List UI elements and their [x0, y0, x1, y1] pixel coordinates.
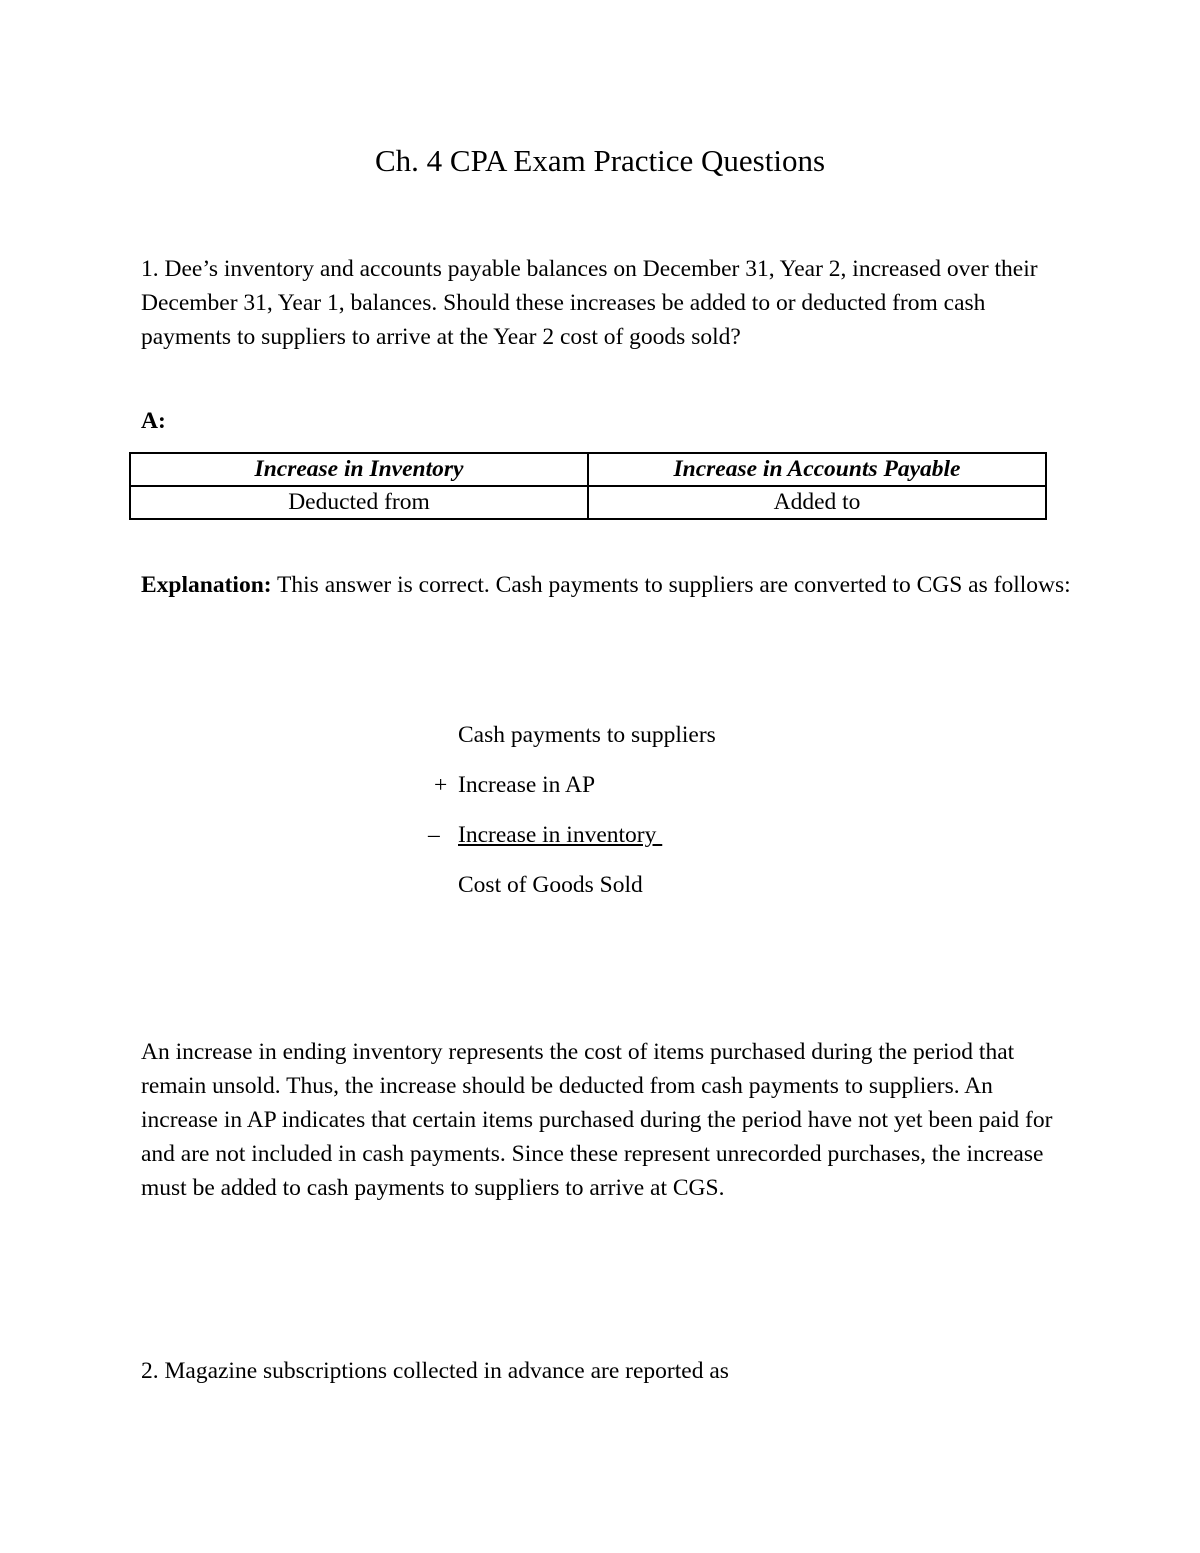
formula-line-increase-inventory [428, 820, 662, 850]
plus-operator: + [434, 772, 448, 798]
answer-table-row [130, 486, 1046, 519]
cell-inventory-answer: Deducted from [130, 486, 588, 519]
question-2-text: 2. Magazine subscriptions collected in advance are reported as [141, 1358, 729, 1384]
answer-label: A: [141, 408, 166, 434]
formula-line-cash-payments: Cash payments to suppliers [458, 722, 716, 748]
explanation-label: Explanation: [141, 572, 272, 598]
header-increase-in-accounts-payable: Increase in Accounts Payable [588, 453, 1046, 486]
formula-line-increase-inventory-text: Increase in inventory [458, 822, 663, 848]
formula-line-increase-ap [434, 770, 595, 800]
explanation-body: An increase in ending inventory represents the cost of items purchased during the period that remain unsold. Thus, the increase should be deducted from cash payments to suppliers. An increase in AP indicates that certain items purchased during the period have not yet been paid for and are not included in cash payments. Since these represent unrecorded purchases, the increase must be added to cash payments to suppliers to arrive at CGS. [141, 1039, 1053, 1201]
explanation-intro-text: This answer is correct. Cash payments to suppliers are converted to CGS as follows: [271, 572, 1071, 598]
minus-operator: – [428, 822, 440, 848]
answer-table-header-row [130, 453, 1046, 486]
page-title: Ch. 4 CPA Exam Practice Questions [374, 143, 826, 178]
cell-accounts-payable-answer: Added to [588, 486, 1046, 519]
formula-line-cost-of-goods-sold: Cost of Goods Sold [458, 872, 643, 898]
header-increase-in-inventory: Increase in Inventory [130, 453, 588, 486]
formula-line-increase-ap-text: Increase in AP [458, 772, 596, 798]
question-1-text: 1. Dee’s inventory and accounts payable balances on December 31, Year 2, increased over their December 31, Year 1, balances. Should these increases be added to or deducted from cash payments to suppliers to arrive at the Year 2 cost of goods sold? [141, 256, 1038, 350]
answer-table [129, 452, 1047, 520]
explanation-intro [141, 568, 1071, 602]
